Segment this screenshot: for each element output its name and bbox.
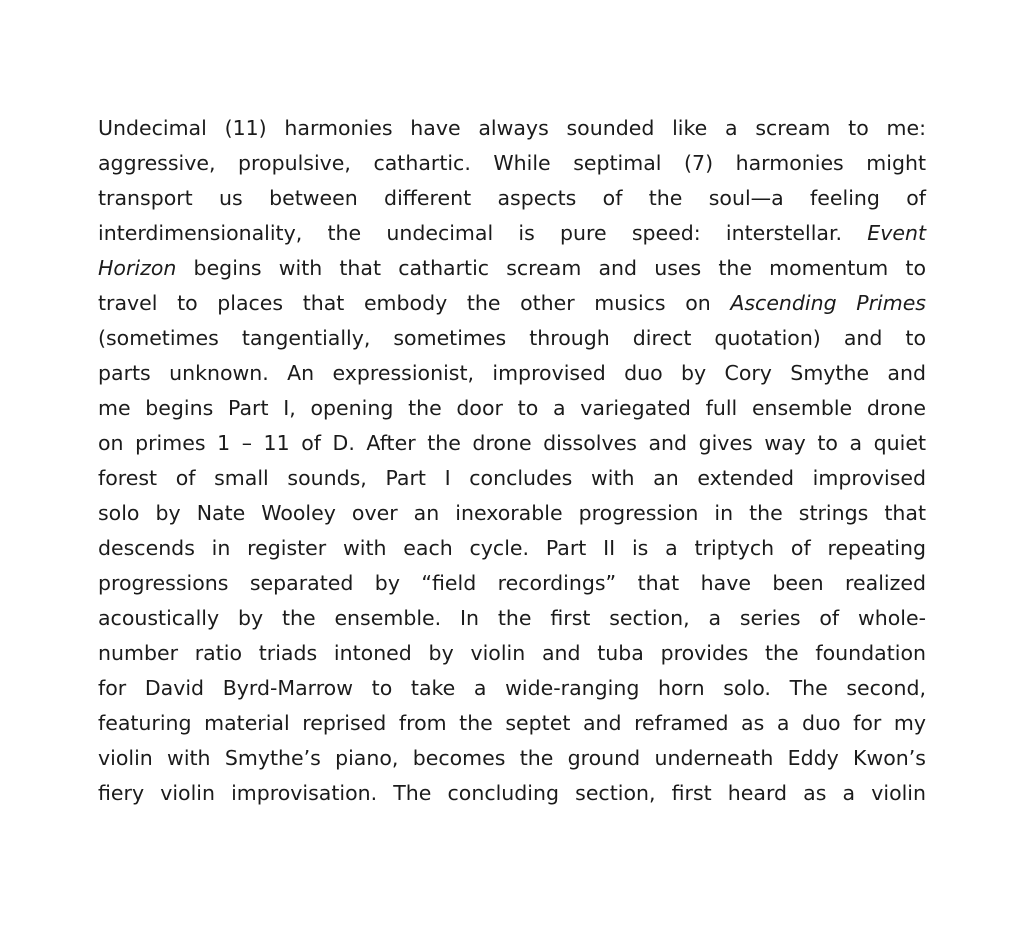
text-line [98, 496, 926, 531]
text-line [98, 461, 926, 496]
text-segment: for David Byrd-Marrow to take a wide-ranging horn solo. The second, [98, 676, 926, 700]
text-segment: interdimensionality, the undecimal is pure speed: interstellar. [98, 221, 868, 245]
text-line [98, 321, 926, 356]
text-line [98, 776, 926, 811]
liner-notes-paragraph [98, 111, 926, 811]
text-line [98, 566, 926, 601]
text-line [98, 671, 926, 706]
text-segment: on primes 1 – 11 of D. After the drone dissolves and gives way to a quiet [98, 431, 926, 455]
text-segment: me begins Part I, opening the door to a variegated full ensemble drone [98, 396, 926, 420]
text-segment: forest of small sounds, Part I concludes with an extended improvised [98, 466, 926, 490]
italic-title: Event [867, 221, 926, 245]
text-line [98, 111, 926, 146]
text-line [98, 146, 926, 181]
text-line [98, 181, 926, 216]
text-segment: fiery violin improvisation. The concluding section, first heard as a violin [98, 781, 926, 805]
text-line [98, 706, 926, 741]
text-segment: (sometimes tangentially, sometimes through direct quotation) and to [98, 326, 926, 350]
text-line [98, 741, 926, 776]
text-segment: travel to places that embody the other musics on [98, 291, 731, 315]
text-segment: solo by Nate Wooley over an inexorable progression in the strings that [98, 501, 926, 525]
italic-title: Ascending Primes [730, 291, 926, 315]
text-segment: begins with that cathartic scream and uses the momentum to [176, 256, 926, 280]
text-segment: acoustically by the ensemble. In the first section, a series of whole- [98, 606, 926, 630]
text-line [98, 251, 926, 286]
text-segment: progressions separated by “field recordings” that have been realized [98, 571, 926, 595]
text-segment: number ratio triads intoned by violin and tuba provides the foundation [98, 641, 926, 665]
text-line [98, 601, 926, 636]
text-segment: aggressive, propulsive, cathartic. While septimal (7) harmonies might [98, 151, 926, 175]
text-segment: transport us between different aspects of the soul—a feeling of [98, 186, 926, 210]
text-segment: featuring material reprised from the septet and reframed as a duo for my [98, 711, 926, 735]
text-line [98, 636, 926, 671]
italic-title: Horizon [98, 256, 177, 280]
text-line [98, 391, 926, 426]
text-segment: Undecimal (11) harmonies have always sounded like a scream to me: [98, 116, 926, 140]
text-segment: descends in register with each cycle. Part II is a triptych of repeating [98, 536, 926, 560]
text-line [98, 531, 926, 566]
text-line [98, 286, 926, 321]
text-segment: violin with Smythe’s piano, becomes the ground underneath Eddy Kwon’s [98, 746, 926, 770]
text-line [98, 216, 926, 251]
text-line [98, 356, 926, 391]
text-segment: parts unknown. An expressionist, improvised duo by Cory Smythe and [98, 361, 926, 385]
text-line [98, 426, 926, 461]
